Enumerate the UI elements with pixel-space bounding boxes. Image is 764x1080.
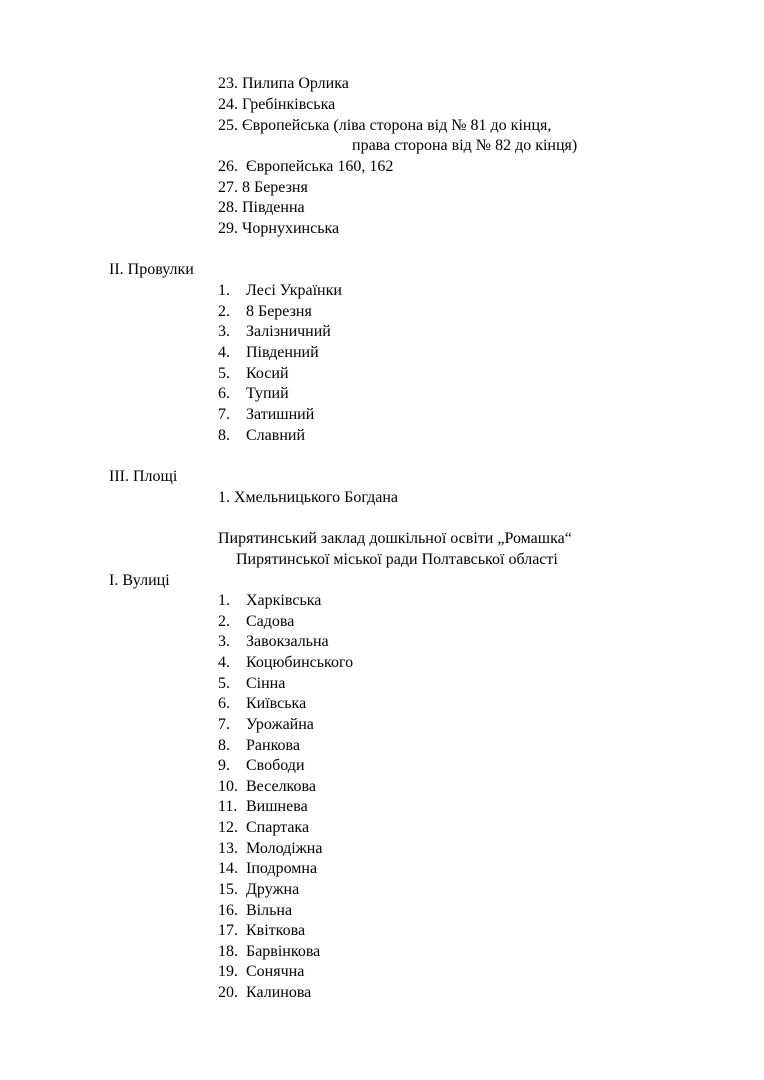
street-item (218, 694, 306, 715)
street-number: 13. (218, 840, 238, 857)
street-item: 25. Європейська (ліва сторона від № 81 до кінця, (218, 117, 552, 134)
street-item (218, 942, 320, 963)
street-number: 12. (218, 819, 238, 836)
lane-item (218, 343, 319, 364)
street-name: Калинова (246, 984, 312, 1001)
street-number: 4. (218, 654, 230, 671)
street-name: Ранкова (246, 737, 300, 754)
lane-name: Затишний (246, 406, 315, 423)
street-number: 2. (218, 613, 230, 630)
street-name: Дружна (246, 881, 300, 898)
street-item (218, 612, 294, 633)
street-number: 3. (218, 633, 230, 650)
street-item (218, 674, 285, 695)
street-name: Спартака (246, 819, 310, 836)
street-number: 18. (218, 943, 238, 960)
street-item (218, 818, 309, 839)
institution-name-line1: Пирятинський заклад дошкільної освіти „Ромашка“ (218, 530, 572, 547)
street-item (218, 901, 292, 922)
street-item: 29. Чорнухинська (218, 220, 340, 237)
street-number: 8. (218, 737, 230, 754)
street-item (218, 736, 300, 757)
lane-number: 6. (218, 385, 230, 402)
lane-name: 8 Березня (246, 303, 312, 320)
street-item (218, 715, 314, 736)
street-item (218, 777, 316, 798)
street-name: Сонячна (246, 963, 305, 980)
street-name: Вільна (246, 902, 293, 919)
street-number: 17. (218, 922, 238, 939)
street-name: Харківська (246, 592, 322, 609)
street-number: 14. (218, 860, 238, 877)
street-number: 9. (218, 757, 230, 774)
street-name: Коцюбинського (246, 654, 354, 671)
street-item (218, 653, 353, 674)
lane-number: 4. (218, 344, 230, 361)
section-heading-squares: ІІІ. Площі (109, 468, 178, 485)
section-heading-lanes: ІІ. Провулки (109, 261, 194, 278)
street-name: Барвінкова (246, 943, 321, 960)
street-number: 11. (218, 798, 238, 815)
street-number: 6. (218, 695, 230, 712)
street-item (218, 591, 321, 612)
street-number: 20. (218, 984, 238, 1001)
street-item (218, 632, 329, 653)
street-item (218, 880, 299, 901)
street-item: 26. Європейська 160, 162 (218, 158, 394, 175)
lane-name: Залізничний (246, 323, 331, 340)
street-number: 7. (218, 716, 230, 733)
street-name: Урожайна (246, 716, 314, 733)
street-item (218, 983, 311, 1004)
institution-name-line2: Пирятинської міської ради Полтавської області (236, 551, 558, 568)
lane-name: Тупий (246, 385, 289, 402)
lane-number: 2. (218, 303, 230, 320)
street-number: 10. (218, 778, 238, 795)
lane-item (218, 322, 331, 343)
street-item: 24. Гребінківська (218, 96, 336, 113)
street-number: 5. (218, 675, 230, 692)
street-item: 23. Пилипа Орлика (218, 75, 349, 92)
street-name: Київська (246, 695, 307, 712)
lane-item (218, 426, 305, 447)
street-item (218, 962, 304, 983)
lane-name: Косий (246, 365, 289, 382)
lane-number: 7. (218, 406, 230, 423)
lane-number: 3. (218, 323, 230, 340)
lane-name: Лесі Українки (246, 282, 342, 299)
street-name: Вишнева (246, 798, 308, 815)
lane-item (218, 384, 289, 405)
lane-number: 5. (218, 365, 230, 382)
street-number: 16. (218, 902, 238, 919)
street-item (218, 797, 308, 818)
street-name: Садова (246, 613, 295, 630)
lane-item (218, 405, 314, 426)
street-item (218, 756, 305, 777)
lane-name: Південний (246, 344, 319, 361)
street-name: Свободи (246, 757, 305, 774)
street-name: Сінна (246, 675, 286, 692)
street-name: Іподромна (246, 860, 318, 877)
lane-item (218, 364, 289, 385)
section-heading-streets: І. Вулиці (109, 572, 170, 589)
street-item: 27. 8 Березня (218, 179, 308, 196)
street-number: 15. (218, 881, 238, 898)
street-item (218, 921, 305, 942)
lane-number: 8. (218, 427, 230, 444)
lane-item (218, 302, 312, 323)
street-number: 1. (218, 592, 230, 609)
street-name: Веселкова (246, 778, 316, 795)
street-item (218, 859, 317, 880)
street-item: 28. Південна (218, 199, 305, 216)
lane-name: Славний (246, 427, 305, 444)
lane-item (218, 281, 342, 302)
street-item-continuation: права сторона від № 82 до кінця) (352, 137, 578, 154)
street-number: 19. (218, 963, 238, 980)
street-item (218, 839, 322, 860)
street-name: Квіткова (246, 922, 306, 939)
square-item: 1. Хмельницького Богдана (218, 489, 399, 506)
street-name: Завокзальна (246, 633, 329, 650)
street-name: Молодіжна (246, 840, 323, 857)
lane-number: 1. (218, 282, 230, 299)
